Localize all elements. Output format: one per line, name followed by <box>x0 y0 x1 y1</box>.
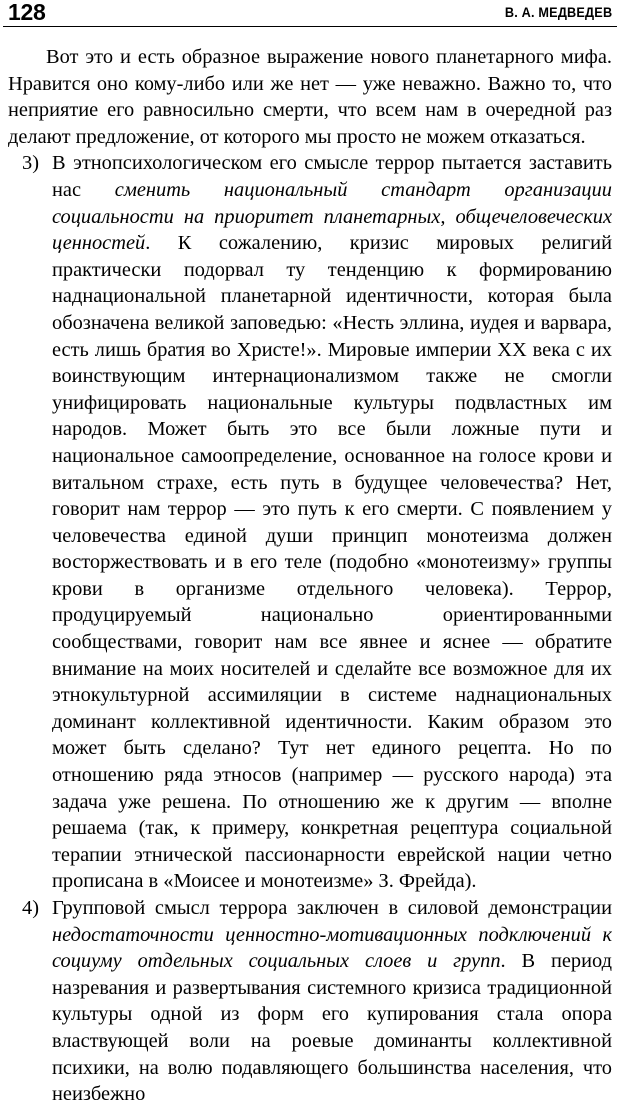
page-number: 128 <box>8 0 46 25</box>
running-header-author: В. А. МЕДВЕДЕВ <box>504 4 612 20</box>
list-item-rest-text: . К сожалению, кризис мировых религий практически подорвал ту тенденцию к формированию наднациональной планетарной идентичности, которая была обозначена великой заповедью: «Несть эллина, иудея и варвара, есть лишь братия во Христе!». Мировые империи XX века с их воинствующим интернационализмом также не смогли унифицировать национальные культуры подвластных им народов. Может быть это все были ложные пути и национальное самоопределение, основанное на голосе крови и витальном страхе, есть путь в будущее человечества? Нет, говорит нам террор — это путь к его смерти. С появлением у человечества единой души принцип монотеизма должен восторжествовать и в его теле (подобно «монотеизму» группы крови в организме отдельного человека). Террор, продуцируемый национально ориентированными сообществами, говорит нам все явнее и яснее — обратите внимание на моих носителей и сделайте все возможное для их этнокультурной ассимиляции в системе наднациональных доминант коллективной идентичности. Каким образом это может быть сделано? Тут нет единого рецепта. Но по отношению ряда этносов (например — русского народа) эта задача уже решена. По отношению же к другим — вполне решаема (так, к примеру, конкретная рецептура социальной терапии этнической пассионарности еврейской нации четно прописана в «Моисее и монотеизме» З. Фрейда). <box>52 232 612 893</box>
list-item-lead-text: В этнопсихологическом его смысле террор пытается заставить нас <box>52 152 612 201</box>
running-header <box>8 0 612 25</box>
list-item-marker: 4) <box>22 897 39 919</box>
list-item <box>8 895 612 1108</box>
list-item-emphasis-text: сменить национальный стандарт организации социальности на приоритет планетарных, общечеловеческих ценностей <box>52 178 612 255</box>
list-item <box>8 150 612 895</box>
body-text-block <box>8 44 612 1108</box>
header-divider-rule <box>3 26 617 27</box>
list-item-lead-text: Групповой смысл террора заключен в силовой демонстрации <box>52 897 612 919</box>
list-item-rest-text: . В период назревания и развертывания системного кризиса традиционной культуры одной из форм его купирования стала опора властвующей воли на роевые доминанты коллективной психики, на волю подавляющего большинства населения, что неизбежно <box>52 950 612 1106</box>
list-item-emphasis-text: недостаточности ценностно-мотивационных подключений к социуму отдельных социальных слоев и групп <box>52 923 612 973</box>
paragraph: Вот это и есть образное выражение нового планетарного мифа. Нравится оно кому-либо или же нет — уже неважно. Важно то, что неприятие его равносильно смерти, что всем нам в очередной раз делают предложение, от которого мы просто не можем отказаться. <box>8 46 612 148</box>
list-item-marker: 3) <box>22 152 39 175</box>
